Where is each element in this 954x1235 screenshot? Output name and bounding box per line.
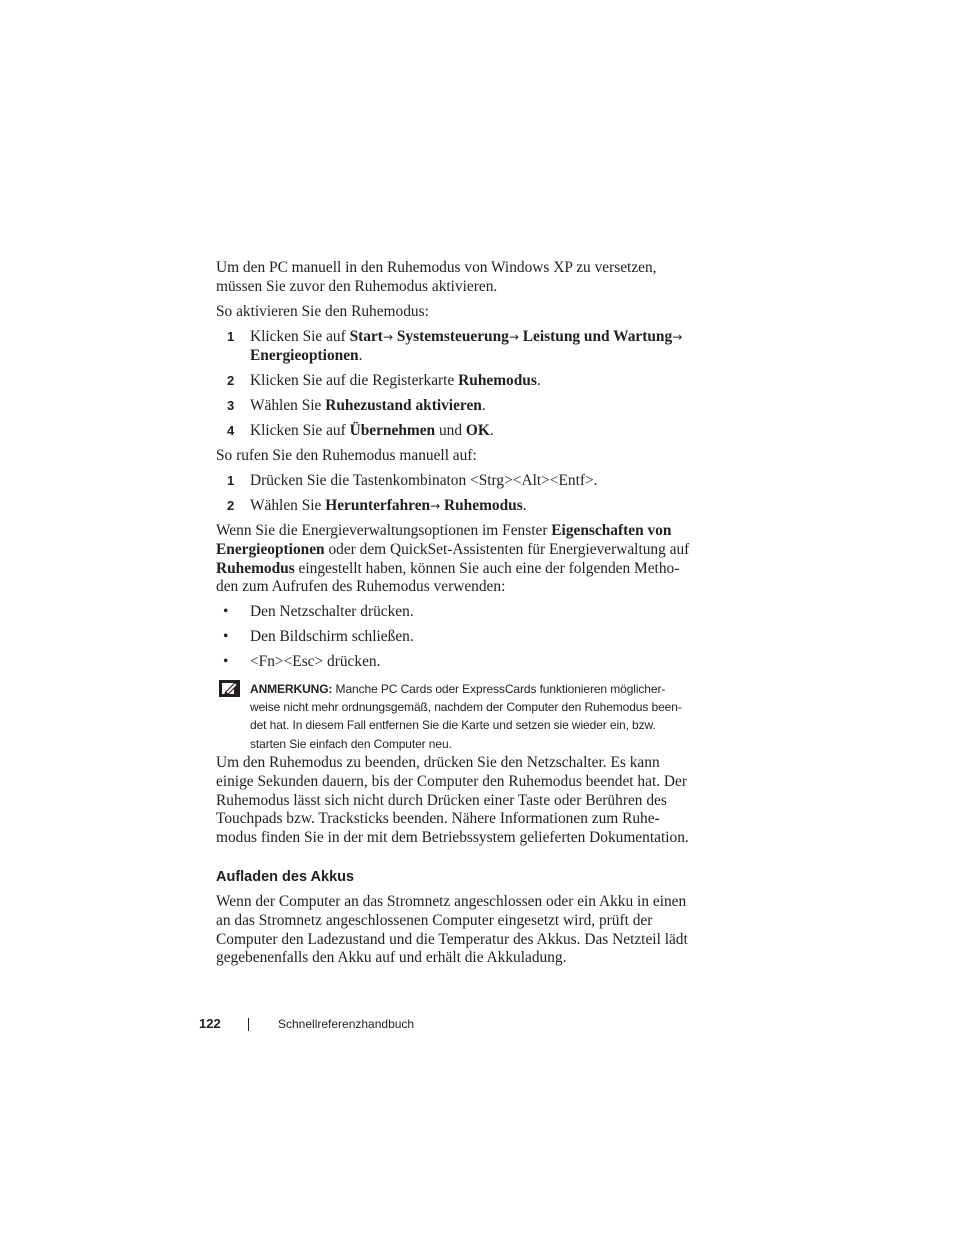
- bullet-icon: •: [223, 628, 229, 645]
- charge-paragraph: [216, 893, 721, 968]
- activate-step-3: [250, 397, 720, 416]
- button-ok: OK: [465, 422, 490, 439]
- paragraph-line: [216, 541, 721, 560]
- option-ruhezustand: Ruhezustand aktivieren: [325, 397, 482, 414]
- note-label: ANMERKUNG:: [250, 682, 333, 696]
- paragraph-line: Ruhemodus lässt sich nicht durch Drücken einer Taste oder Berühren des: [216, 791, 667, 809]
- note-line: starten Sie einfach den Computer neu.: [250, 736, 452, 751]
- bullet-item: Den Netzschalter drücken.: [250, 603, 414, 620]
- note-text: Manche PC Cards oder ExpressCards funktionieren möglicher-: [332, 682, 666, 696]
- text: oder dem QuickSet-Assistenten für Energieverwaltung auf: [324, 540, 690, 558]
- activate-step-1: [250, 328, 720, 366]
- step-text: Wählen Sie: [250, 497, 326, 514]
- step-number: 1: [227, 329, 235, 344]
- menu-leistung: Leistung und Wartung: [518, 328, 673, 345]
- step-number: 4: [227, 423, 235, 438]
- intro-paragraph: [216, 259, 721, 297]
- footer-title: Schnellreferenzhandbuch: [278, 1017, 415, 1031]
- tab-ruhemodus: Ruhemodus: [458, 372, 537, 389]
- step-punct: .: [536, 372, 541, 389]
- window-name: Eigenschaften von: [551, 522, 672, 539]
- step-text: Klicken Sie auf die Registerkarte: [250, 372, 459, 389]
- paragraph-line: an das Stromnetz angeschlossenen Computer eingesetzt wird, prüft der: [216, 911, 653, 929]
- section-heading: Aufladen des Akkus: [216, 869, 355, 885]
- paragraph-line: Um den Ruhemodus zu beenden, drücken Sie den Netzschalter. Es kann: [216, 754, 660, 771]
- manual-step-1: Drücken Sie die Tastenkombinaton <Strg><Alt><Entf>.: [250, 472, 598, 489]
- text: Wenn Sie die Energieverwaltungsoptionen im Fenster: [216, 522, 552, 539]
- note-line: weise nicht mehr ordnungsgemäß, nachdem der Computer den Ruhemodus been-: [250, 700, 682, 715]
- bullet-icon: •: [223, 603, 229, 620]
- menu-energieoptionen: Energieoptionen: [250, 346, 359, 364]
- menu-ruhemodus: Ruhemodus: [440, 497, 523, 514]
- footer-separator: [248, 1018, 249, 1031]
- note-box: [250, 680, 720, 753]
- paragraph-line: Touchpads bzw. Tracksticks beenden. Nähere Informationen zum Ruhe-: [216, 810, 660, 828]
- note-line: [250, 680, 720, 698]
- step-text: Wählen Sie: [250, 397, 326, 414]
- pencil-note-icon: [219, 680, 240, 697]
- arrow-icon: →: [382, 330, 393, 344]
- paragraph-line: Wenn der Computer an das Stromnetz angeschlossen oder ein Akku in einen: [216, 893, 687, 910]
- activate-step-4: [250, 422, 720, 441]
- step-number: 2: [227, 498, 235, 513]
- text: eingestellt haben, können Sie auch eine der folgenden Metho-: [294, 559, 680, 577]
- note-line: det hat. In diesem Fall entfernen Sie die Karte und setzen sie wieder ein, bzw.: [250, 718, 656, 733]
- step-punct: .: [489, 422, 494, 439]
- button-uebernehmen: Übernehmen: [349, 422, 436, 439]
- arrow-icon: →: [508, 330, 519, 344]
- paragraph-line: [216, 560, 721, 579]
- step-text: Klicken Sie auf: [250, 328, 350, 345]
- page-number: 122: [199, 1016, 221, 1031]
- manual-step-2: [250, 497, 720, 516]
- step-text: Klicken Sie auf: [250, 422, 350, 439]
- paragraph-line: Computer den Ladezustand und die Temperatur des Akkus. Das Netzteil lädt: [216, 930, 688, 948]
- step-number: 2: [227, 373, 235, 388]
- activate-heading: So aktivieren Sie den Ruhemodus:: [216, 303, 429, 320]
- mode-name: Ruhemodus: [216, 559, 295, 577]
- intro-line: Um den PC manuell in den Ruhemodus von Windows XP zu versetzen,: [216, 259, 657, 276]
- bullet-icon: •: [223, 653, 229, 670]
- bullet-item: Den Bildschirm schließen.: [250, 628, 414, 645]
- activate-step-2: [250, 372, 720, 391]
- bullet-item: <Fn><Esc> drücken.: [250, 653, 381, 670]
- paragraph-line: gegebenenfalls den Akku auf und erhält die Akkuladung.: [216, 949, 567, 967]
- step-number: 3: [227, 398, 235, 413]
- step-text: und: [435, 422, 466, 439]
- manual-heading: So rufen Sie den Ruhemodus manuell auf:: [216, 447, 477, 464]
- intro-line: müssen Sie zuvor den Ruhemodus aktivieren.: [216, 277, 498, 295]
- menu-systemsteuerung: Systemsteuerung: [393, 328, 509, 345]
- paragraph-line: modus finden Sie in der mit dem Betriebssystem gelieferten Dokumentation.: [216, 829, 689, 847]
- paragraph-line: einige Sekunden dauern, bis der Computer den Ruhemodus beendet hat. Der: [216, 772, 687, 790]
- menu-start: Start: [349, 328, 383, 345]
- options-paragraph: [216, 522, 721, 597]
- window-name: Energieoptionen: [216, 540, 325, 558]
- paragraph-line: [216, 522, 721, 541]
- step-number: 1: [227, 473, 235, 488]
- arrow-icon: →: [430, 499, 441, 513]
- step-punct: .: [522, 497, 527, 514]
- step-punct: .: [358, 346, 363, 364]
- paragraph-line: den zum Aufrufen des Ruhemodus verwenden:: [216, 578, 506, 596]
- arrow-icon: →: [672, 330, 683, 344]
- step-punct: .: [481, 397, 486, 414]
- end-paragraph: [216, 754, 721, 848]
- menu-herunterfahren: Herunterfahren: [325, 497, 431, 514]
